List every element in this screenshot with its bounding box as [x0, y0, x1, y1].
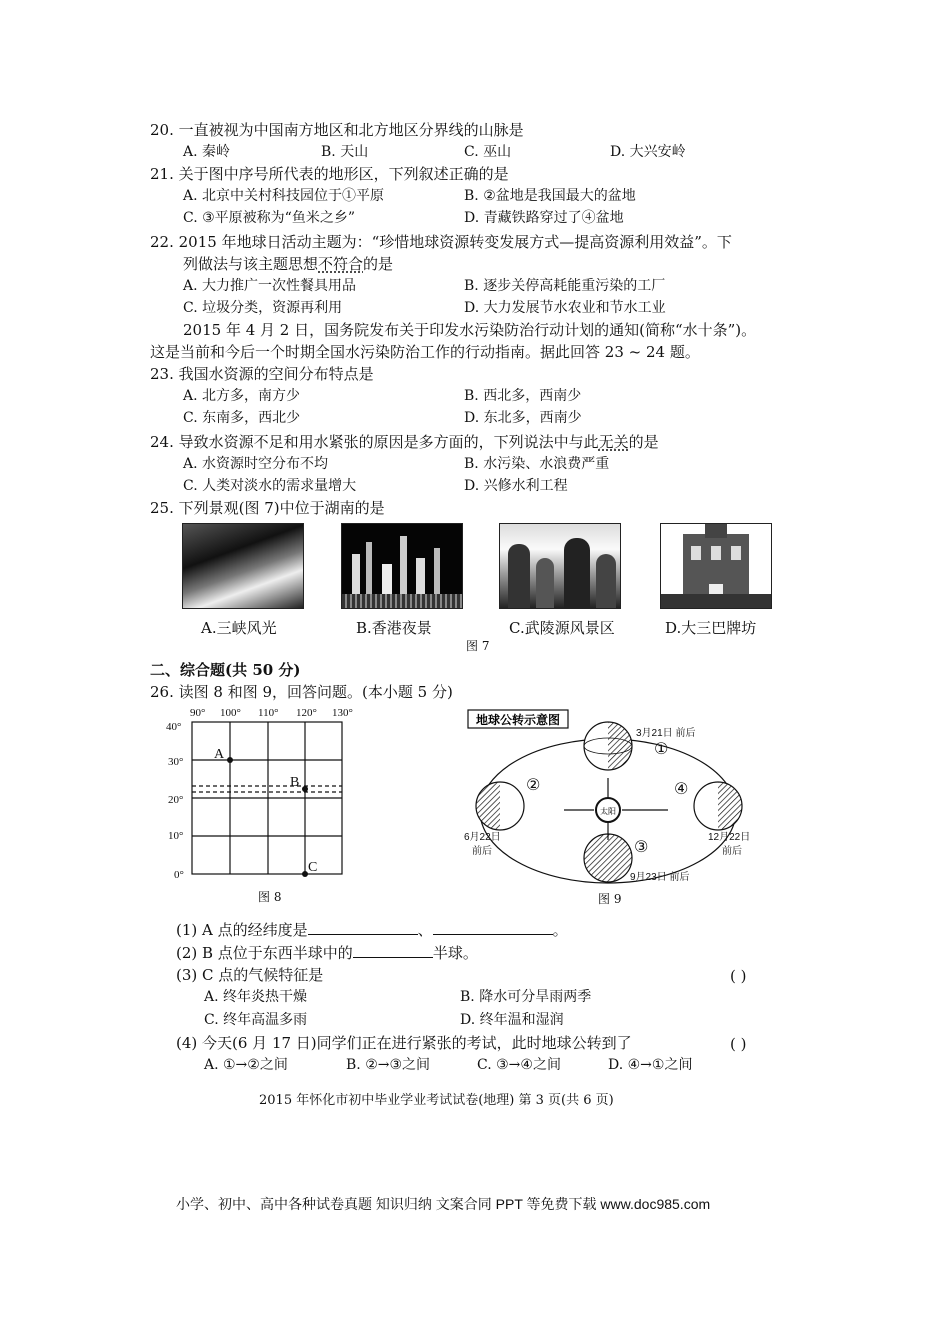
- date-dec22: 12月22日: [708, 832, 751, 843]
- question-25-stem: 25. 下列景观(图 7)中位于湖南的是: [150, 499, 385, 517]
- date-dec22-approx: 前后: [722, 846, 742, 857]
- q22-option-b: B. 逐步关停高耗能重污染的工厂: [464, 278, 666, 294]
- lon-label-120: 120°: [296, 707, 317, 719]
- sub1-end: 。: [552, 921, 568, 939]
- answer-blank-1a[interactable]: [308, 920, 418, 935]
- sub-question-3: (3) C 点的气候特征是: [176, 966, 324, 984]
- date-jun22: 6月22日: [464, 832, 501, 843]
- section-2-title: 二、综合题(共 50 分): [150, 661, 301, 679]
- q21-option-c: C. ③平原被称为“鱼米之乡”: [183, 210, 355, 226]
- photo-ruins-st-paul: [660, 523, 772, 609]
- q23-option-d: D. 东北多，西南少: [464, 410, 582, 426]
- answer-blank-1b[interactable]: [433, 920, 553, 935]
- lon-label-90: 90°: [190, 707, 206, 719]
- lat-label-0: 0°: [174, 869, 184, 881]
- figure-8-caption: 图 8: [258, 890, 282, 904]
- date-mar21: 3月21日 前后: [636, 728, 696, 739]
- lat-label-10: 10°: [168, 830, 184, 842]
- question-21-stem: 21. 关于图中序号所代表的地形区，下列叙述正确的是: [150, 165, 509, 183]
- q20-option-c: C. 巫山: [464, 144, 512, 160]
- lon-label-110: 110°: [258, 707, 279, 719]
- point-b-label: B: [290, 775, 300, 790]
- q24-stem-emphasis: 无关: [598, 433, 629, 451]
- earth-top: [584, 722, 632, 770]
- answer-blank-2[interactable]: [353, 943, 433, 958]
- q21-option-d: D. 青藏铁路穿过了④盆地: [464, 210, 624, 226]
- q23-option-a: A. 北方多，南方少: [183, 388, 301, 404]
- q24-option-b: B. 水污染、水浪费严重: [464, 456, 610, 472]
- sub-question-4: (4) 今天(6 月 17 日)同学们正在进行紧张的考试，此时地球公转到了: [176, 1034, 632, 1052]
- q20-option-a: A. 秦岭: [183, 144, 231, 160]
- sub1-text: (1) A 点的经纬度是: [176, 921, 308, 939]
- q23-option-b: B. 西北多，西南少: [464, 388, 582, 404]
- question-20-stem: 20. 一直被视为中国南方地区和北方地区分界线的山脉是: [150, 121, 524, 139]
- q24-stem-pre: 24. 导致水资源不足和用水紧张的原因是多方面的，下列说法中与此: [150, 433, 599, 451]
- figure-7-label: 图 7: [466, 639, 490, 653]
- earth-left: [476, 782, 524, 830]
- date-sep23: 9月23日 前后: [630, 872, 690, 883]
- sub2-post: 半球。: [432, 944, 478, 962]
- q20-option-b: B. 天山: [321, 144, 369, 160]
- q21-option-b: B. ②盆地是我国最大的盆地: [464, 188, 636, 204]
- sub3-option-a: A. 终年炎热干燥: [204, 989, 308, 1005]
- photo-caption-c: C.武陵源风景区: [509, 619, 615, 637]
- q24-option-d: D. 兴修水利工程: [464, 478, 568, 494]
- photo-caption-a: A.三峡风光: [201, 619, 277, 637]
- sub1-separator: 、: [417, 921, 433, 939]
- photo-caption-d: D.大三巴牌坊: [665, 619, 757, 637]
- q24-option-a: A. 水资源时空分布不均: [183, 456, 329, 472]
- sub3-option-d: D. 终年温和湿润: [460, 1012, 564, 1028]
- point-c-label: C: [308, 860, 318, 875]
- position-4-label: ④: [674, 779, 689, 798]
- figure-9-caption: 图 9: [598, 892, 622, 906]
- point-b-marker: [302, 786, 308, 792]
- point-a-label: A: [214, 747, 225, 762]
- lat-label-40: 40°: [166, 721, 182, 733]
- position-3-label: ③: [634, 837, 649, 856]
- question-24-stem: [150, 432, 659, 452]
- figure-9-revolution: [460, 706, 780, 906]
- q22-option-d: D. 大力发展节水农业和节水工业: [464, 300, 666, 316]
- q23-option-c: C. 东南多，西北少: [183, 410, 301, 426]
- lon-label-100: 100°: [220, 707, 241, 719]
- position-1-label: ①: [654, 739, 669, 758]
- sub3-option-c: C. 终年高温多雨: [204, 1012, 308, 1028]
- earth-right: [694, 782, 742, 830]
- photo-three-gorges: [182, 523, 304, 609]
- page-footer: 2015 年怀化市初中毕业学业考试试卷(地理) 第 3 页(共 6 页): [259, 1093, 614, 1108]
- date-jun22-approx: 前后: [472, 846, 492, 857]
- question-22-stem-line1: 22. 2015 年地球日活动主题为：“珍惜地球资源转变发展方式—提高资源利用效益”。下: [150, 233, 732, 251]
- position-2-label: ②: [526, 775, 541, 794]
- sub3-option-b: B. 降水可分旱雨两季: [460, 989, 592, 1005]
- passage-line2: 这是当前和今后一个时期全国水污染防治工作的行动指南。据此回答 23 ~ 24 题。: [150, 343, 700, 361]
- answer-paren-4[interactable]: ( ): [730, 1035, 747, 1053]
- q22-stem-pre: 列做法与该主题思想: [183, 255, 319, 273]
- q20-option-d: D. 大兴安岭: [610, 144, 686, 160]
- passage-line1: 2015 年 4 月 2 日，国务院发布关于印发水污染防治行动计划的通知(简称“水十条”)。: [183, 321, 757, 339]
- sub4-option-b: B. ②→③之间: [346, 1057, 431, 1073]
- q22-stem-post: 的是: [363, 255, 394, 273]
- question-26-stem: 26. 读图 8 和图 9，回答问题。(本小题 5 分): [150, 683, 453, 701]
- q22-stem-emphasis: 不符合: [318, 255, 364, 273]
- figure-8-grid: [160, 704, 380, 904]
- sub-question-2: [176, 943, 478, 963]
- q24-stem-post: 的是: [628, 433, 659, 451]
- photo-caption-b: B.香港夜景: [356, 619, 432, 637]
- photo-wulingyuan: [499, 523, 621, 609]
- sub4-option-c: C. ③→④之间: [477, 1057, 561, 1073]
- photo-hongkong-night: [341, 523, 463, 609]
- watermark-line: 小学、初中、高中各种试卷真题 知识归纳 文案合同 PPT 等免费下载 www.doc985.com: [176, 1196, 711, 1212]
- sub4-option-a: A. ①→②之间: [204, 1057, 288, 1073]
- figure-9-title: 地球公转示意图: [475, 713, 561, 727]
- question-23-stem: 23. 我国水资源的空间分布特点是: [150, 365, 374, 383]
- q22-option-a: A. 大力推广一次性餐具用品: [183, 278, 357, 294]
- q22-option-c: C. 垃圾分类，资源再利用: [183, 300, 343, 316]
- q24-option-c: C. 人类对淡水的需求量增大: [183, 478, 357, 494]
- sub2-text: (2) B 点位于东西半球中的: [176, 944, 353, 962]
- sun-label: 太阳: [600, 807, 616, 816]
- answer-paren-3[interactable]: ( ): [730, 967, 747, 985]
- sub4-option-d: D. ④→①之间: [608, 1057, 693, 1073]
- lat-label-30: 30°: [168, 756, 184, 768]
- earth-bottom: [584, 834, 632, 882]
- point-a-marker: [227, 757, 233, 763]
- sub-question-1: [176, 920, 568, 940]
- q21-option-a: A. 北京中关村科技园位于①平原: [183, 188, 385, 204]
- lon-label-130: 130°: [332, 707, 353, 719]
- lat-label-20: 20°: [168, 794, 184, 806]
- question-22-stem-line2: [183, 254, 393, 274]
